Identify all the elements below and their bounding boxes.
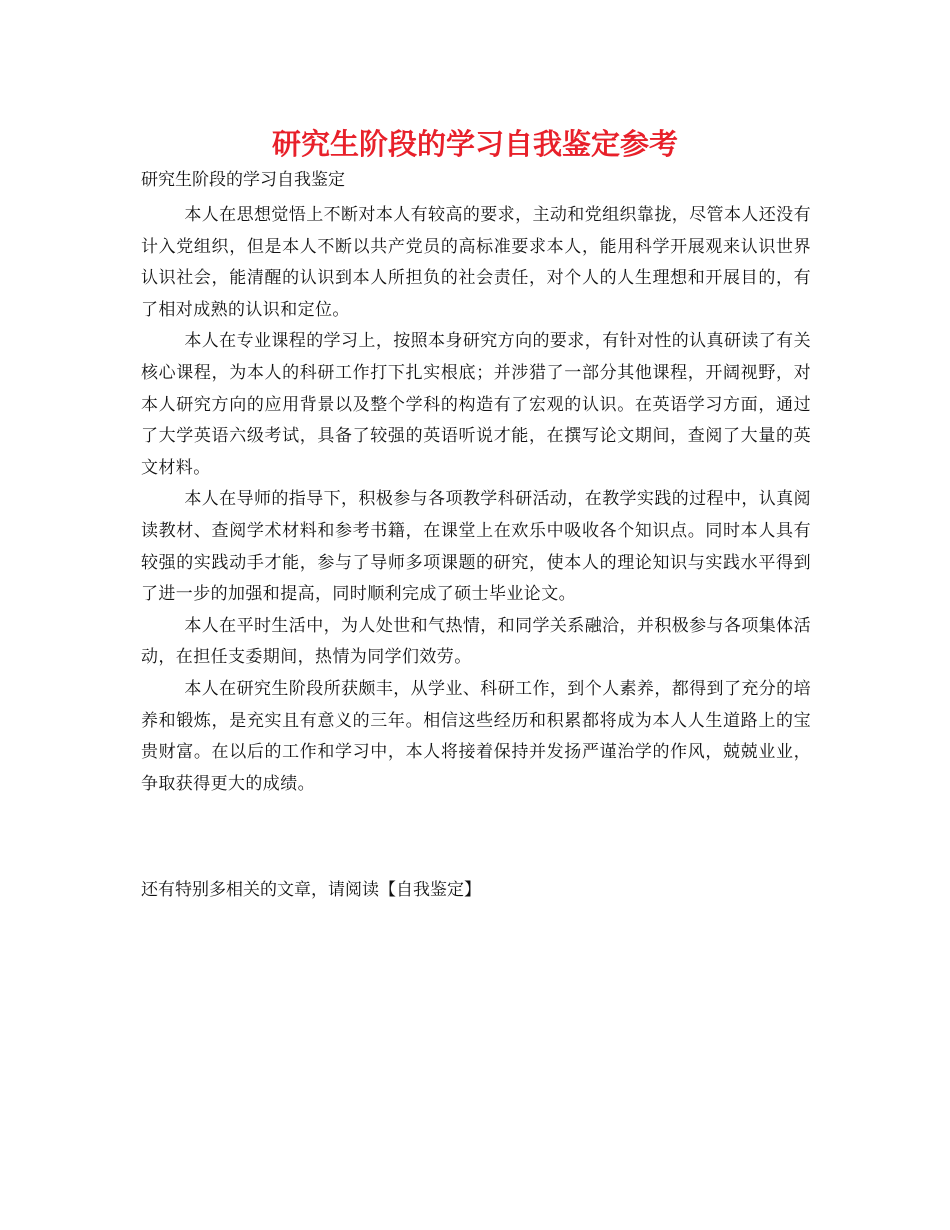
paragraph-ideology: 本人在思想觉悟上不断对本人有较高的要求，主动和党组织靠拢，尽管本人还没有计入党组织，但是本人不断以共产党员的高标准要求本人，能用科学开展观来认识世界认识社会，能清醒的认识到本人所担负的社会责任，对个人的人生理想和开展目的，有了相对成熟的认识和定位。 <box>141 205 811 320</box>
paragraph-research: 本人在导师的指导下，积极参与各项教学科研活动，在教学实践的过程中，认真阅读教材、查阅学术材料和参考书籍，在课堂上在欢乐中吸收各个知识点。同时本人具有较强的实践动手才能，参与了导师多项课题的研究，使本人的理论知识与实践水平得到了进一步的加强和提高，同时顺利完成了硕士毕业论文。 <box>141 489 811 605</box>
related-articles-note <box>141 876 481 904</box>
related-articles-text: 还有特别多相关的文章，请阅读 <box>141 880 379 900</box>
document-subtitle: 研究生阶段的学习自我鉴定 <box>141 170 345 190</box>
paragraph-summary: 本人在研究生阶段所获颇丰，从学业、科研工作，到个人素养，都得到了充分的培养和锻炼，是充实且有意义的三年。相信这些经历和积累都将成为本人人生道路上的宝贵财富。在以后的工作和学习中，本人将接着保持并发扬严谨治学的作风，兢兢业业，争取获得更大的成绩。 <box>141 678 811 794</box>
paragraph-daily-life: 本人在平时生活中，为人处世和气热情，和同学关系融洽，并积极参与各项集体活动，在担任支委期间，热情为同学们效劳。 <box>141 615 811 668</box>
paragraph-coursework: 本人在专业课程的学习上，按照本身研究方向的要求，有针对性的认真研读了有关核心课程，为本人的科研工作打下扎实根底；并涉猎了一部分其他课程，开阔视野，对本人研究方向的应用背景以及整个学科的构造有了宏观的认识。在英语学习方面，通过了大学英语六级考试，具备了较强的英语听说才能，在撰写论文期间，查阅了大量的英文材料。 <box>141 331 811 478</box>
document-title: 研究生阶段的学习自我鉴定参考 <box>271 127 678 161</box>
related-articles-link[interactable]: 【自我鉴定】 <box>379 880 481 900</box>
document-body <box>141 200 811 800</box>
